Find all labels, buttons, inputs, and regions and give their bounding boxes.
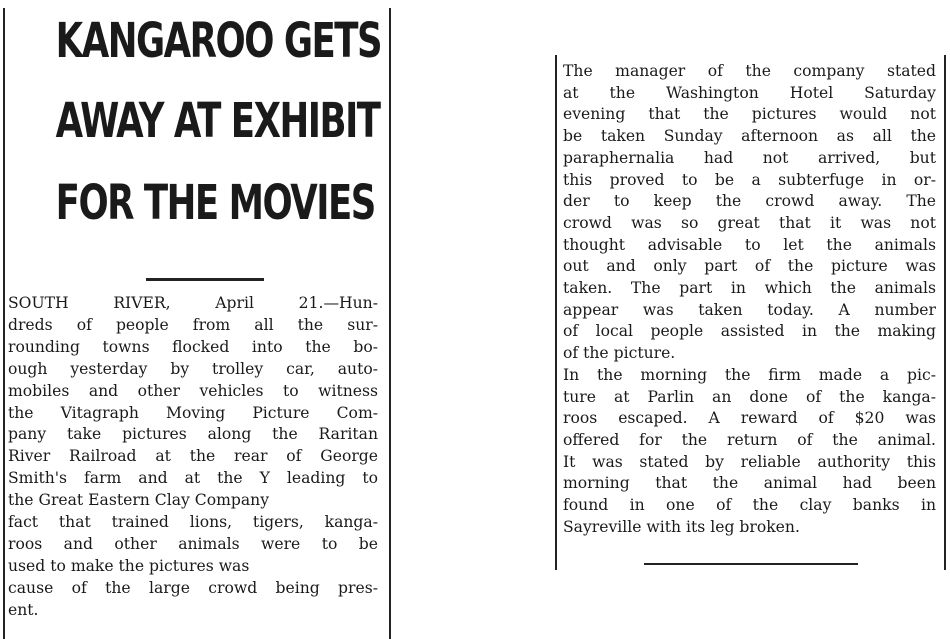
text-line: SOUTH RIVER, April 21.—Hun- [8, 294, 378, 312]
right-right-rule [944, 55, 946, 570]
headline-line-1: KANGAROO GETS [55, 13, 382, 69]
text-line: crowd was so great that it was not [563, 213, 936, 232]
text-line: In the morning the firm made a pic- [563, 365, 936, 384]
text-line: ent. [8, 600, 39, 619]
text-line: River Railroad at the rear of George [8, 447, 378, 466]
text-line: ough yesterday by trolley car, auto- [8, 359, 378, 378]
text-line: dreds of people from all the sur- [8, 315, 378, 334]
text-line: the Vitagraph Moving Picture Com- [8, 403, 378, 422]
text-line: at the Washington Hotel Saturday [563, 83, 936, 102]
text-line: mobiles and other vehicles to witness [8, 381, 378, 400]
text-line: evening that the pictures would not [563, 105, 936, 124]
text-line: found in one of the clay banks in [563, 496, 936, 514]
headline-line-3: FOR THE MOVIES [55, 175, 375, 231]
text-line: out and only part of the picture was [563, 257, 936, 276]
text-line: appear was taken today. A number [563, 300, 936, 319]
text-line: roos and other animals were to be [8, 534, 378, 553]
text-line: pany take pictures along the Raritan [8, 425, 378, 444]
text-line: cause of the large crowd being pres- [8, 578, 378, 597]
text-line: Sayreville with its leg broken. [563, 517, 800, 536]
text-line: offered for the return of the animal. [563, 430, 936, 449]
left-inner-rule [389, 8, 391, 639]
right-column [556, 55, 939, 570]
text-line: this proved to be a subterfuge in or- [563, 170, 936, 189]
text-line: be taken Sunday afternoon as all the [563, 127, 936, 146]
text-line: The manager of the company stated [563, 62, 936, 80]
text-line: Smith's farm and at the Y leading to [8, 469, 378, 488]
text-line: taken. The part in which the animals [563, 279, 936, 297]
left-column [6, 0, 388, 639]
text-line: thought advisable to let the animals [563, 235, 936, 254]
text-line: rounding towns flocked into the bo- [8, 337, 378, 356]
left-outer-rule [3, 8, 5, 639]
text-line: morning that the animal had been [563, 474, 936, 493]
text-line: fact that trained lions, tigers, kanga- [8, 513, 378, 531]
end-divider [644, 563, 858, 565]
text-line: paraphernalia had not arrived, but [563, 148, 936, 167]
text-line: used to make the pictures was [8, 556, 250, 575]
right-left-rule [555, 55, 557, 570]
text-line: It was stated by reliable authority this [563, 452, 936, 471]
text-line: the Great Eastern Clay Company [8, 491, 270, 510]
text-line: der to keep the crowd away. The [563, 192, 936, 211]
text-line: of local people assisted in the making [563, 322, 936, 341]
text-line: roos escaped. A reward of $20 was [563, 409, 936, 428]
text-line: ture at Parlin an done of the kanga- [563, 387, 936, 406]
headline-divider [146, 278, 264, 281]
text-line: of the picture. [563, 344, 676, 363]
headline-line-2: AWAY AT EXHIBIT [55, 93, 380, 149]
